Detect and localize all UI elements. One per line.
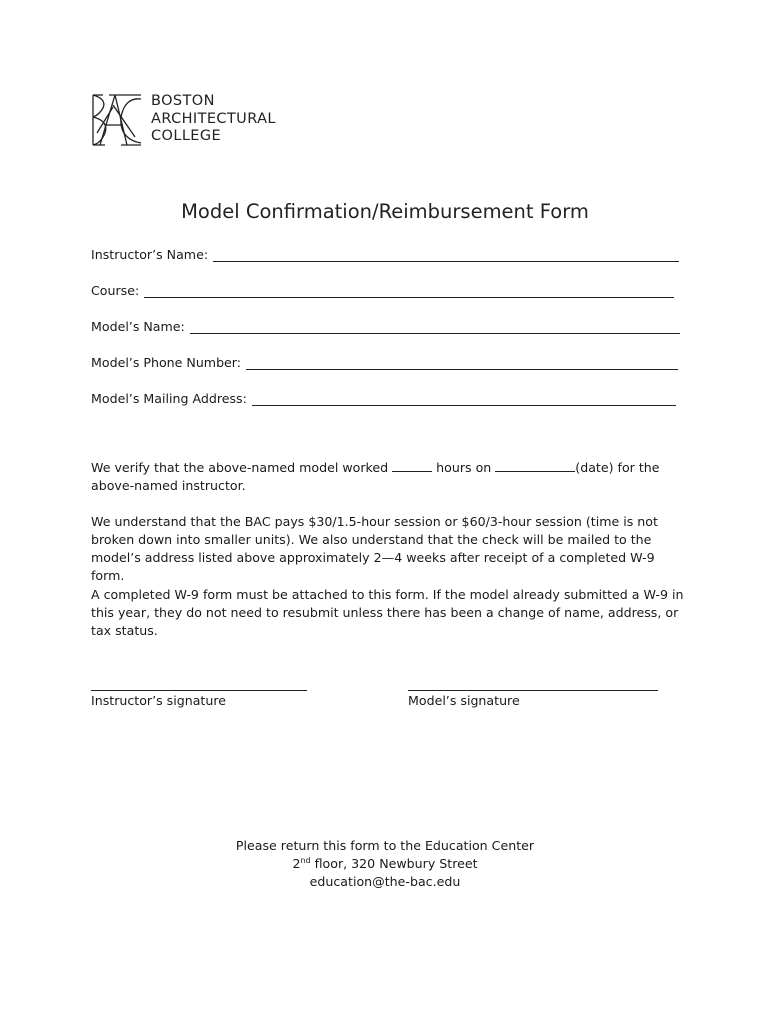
model-phone-input-line[interactable] <box>246 355 678 370</box>
field-label: Model’s Mailing Address: <box>91 391 247 406</box>
model-name-input-line[interactable] <box>190 319 680 334</box>
logo-line-1: BOSTON <box>151 93 215 109</box>
payment-paragraph: We understand that the BAC pays $30/1.5-hour session or $60/3-hour session (time is not broken down into smaller units). We also understand that the check will be mailed to the model’s address listed above approximately 2—4 weeks after receipt of a completed W-9 form. <box>91 514 658 583</box>
course-input-line[interactable] <box>144 283 674 298</box>
street-address: floor, 320 Newbury Street <box>310 856 478 871</box>
bac-logo-mark-icon <box>91 93 143 147</box>
instructor-signature-line[interactable] <box>91 690 307 691</box>
verify-paragraph <box>91 459 687 495</box>
page-title: Model Confirmation/Reimbursement Form <box>181 200 589 223</box>
field-label: Instructor’s Name: <box>91 247 209 262</box>
model-address-field[interactable] <box>91 388 676 406</box>
floor-suffix: nd <box>300 855 311 865</box>
w9-paragraph: A completed W-9 form must be attached to this form. If the model already submitted a W-9 in this year, they do not need to resubmit unless there has been a change of name, address, or tax status. <box>91 587 684 638</box>
logo-line-3: COLLEGE <box>151 128 222 144</box>
instructor-name-field[interactable] <box>91 244 679 262</box>
field-label: Model’s Name: <box>91 319 185 334</box>
date-input-line[interactable] <box>495 459 575 472</box>
model-phone-field[interactable] <box>91 352 678 370</box>
instructor-name-input-line[interactable] <box>213 247 679 262</box>
model-signature-label: Model’s signature <box>408 693 520 708</box>
verify-text-1: We verify that the above-named model worked <box>91 460 389 475</box>
model-name-field[interactable] <box>91 316 680 334</box>
course-field[interactable] <box>91 280 674 298</box>
logo-wordmark <box>151 93 276 146</box>
footer-line-2 <box>0 855 770 873</box>
verify-text-4: above-named instructor. <box>91 478 246 493</box>
logo-line-2: ARCHITECTURAL <box>151 110 276 127</box>
model-signature-line[interactable] <box>408 690 658 691</box>
field-label: Course: <box>91 283 140 298</box>
footer-line-1: Please return this form to the Education Center <box>235 838 535 853</box>
return-instructions <box>0 837 770 891</box>
instructor-signature-label: Instructor’s signature <box>91 693 226 708</box>
footer-email[interactable]: education@the-bac.edu <box>309 874 461 889</box>
model-address-input-line[interactable] <box>252 391 676 406</box>
hours-input-line[interactable] <box>392 459 432 472</box>
verify-text-3: (date) for the <box>575 460 660 475</box>
verify-text-2: hours on <box>436 460 492 475</box>
field-label: Model’s Phone Number: <box>91 355 242 370</box>
floor-number: 2 <box>292 856 301 871</box>
